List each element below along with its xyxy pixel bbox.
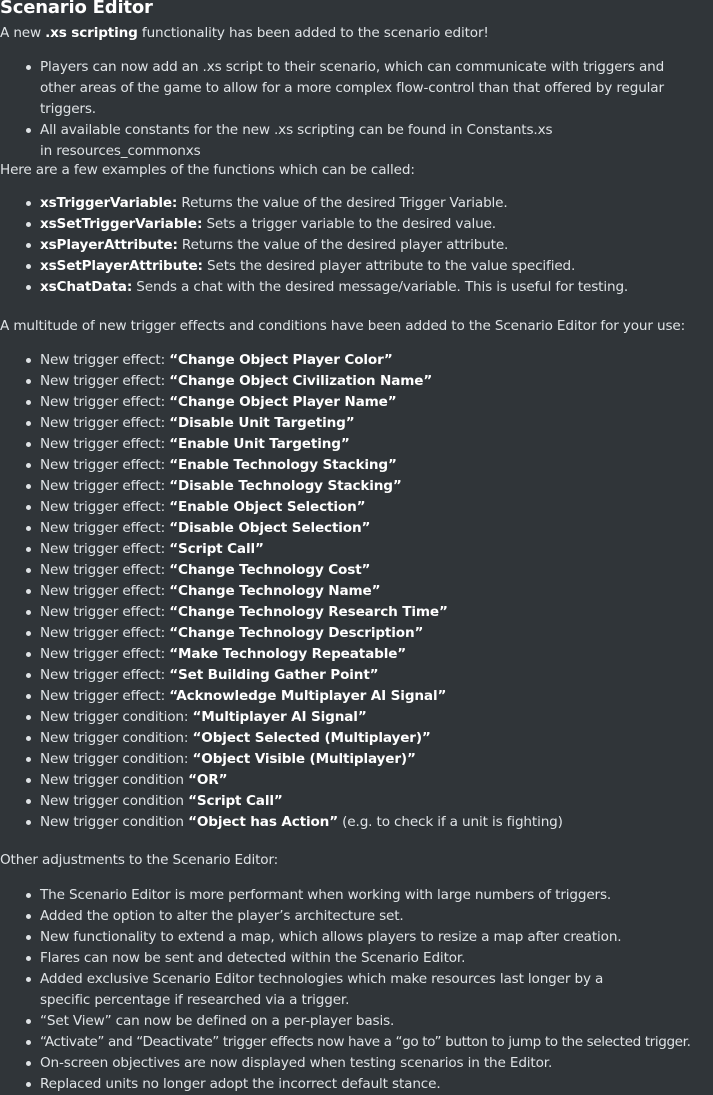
function-name: xsSetTriggerVariable: (40, 216, 203, 232)
list-item (0, 57, 705, 120)
list-item (0, 728, 705, 749)
trigger-name: “Enable Technology Stacking” (169, 457, 397, 473)
triggers-list (0, 350, 705, 833)
trigger-name: “Change Technology Cost” (169, 562, 371, 578)
list-item (0, 214, 705, 235)
trigger-name: “Disable Object Selection” (169, 520, 371, 536)
other-list (0, 885, 705, 1095)
function-desc: Sets the desired player attribute to the value specified. (202, 258, 576, 274)
list-item (0, 1032, 705, 1053)
list-item-text: On-screen objectives are now displayed when testing scenarios in the Editor. (40, 1055, 553, 1071)
list-item-text: “Set View” can now be defined on a per-player basis. (40, 1013, 395, 1029)
trigger-name: “Object Selected (Multiplayer)” (192, 730, 431, 746)
trigger-kind: New trigger effect: (40, 646, 170, 662)
list-item (0, 560, 705, 581)
function-desc: Sets a trigger variable to the desired value. (202, 216, 496, 232)
list-item (0, 497, 705, 518)
list-item (0, 969, 705, 1011)
other-heading: Other adjustments to the Scenario Editor: (0, 852, 279, 868)
list-item (0, 413, 705, 434)
trigger-kind: New trigger effect: (40, 562, 170, 578)
function-desc: Returns the value of the desired player attribute. (177, 237, 509, 253)
trigger-kind: New trigger effect: (40, 352, 170, 368)
list-item (0, 791, 705, 812)
list-item-text: Added the option to alter the player’s architecture set. (40, 908, 404, 924)
trigger-kind: New trigger effect: (40, 373, 170, 389)
list-item (0, 434, 705, 455)
list-item (0, 476, 705, 497)
trigger-name: “Object has Action” (188, 814, 338, 830)
trigger-name: “Set Building Gather Point” (169, 667, 379, 683)
function-desc: Sends a chat with the desired message/variable. This is useful for testing. (132, 279, 629, 295)
function-name: xsChatData: (40, 279, 133, 295)
trigger-kind: New trigger effect: (40, 394, 170, 410)
list-item (0, 256, 705, 277)
list-item (0, 927, 705, 948)
trigger-kind: New trigger effect: (40, 499, 170, 515)
list-item (0, 455, 705, 476)
list-item (0, 193, 705, 214)
list-item (0, 623, 705, 644)
trigger-name: “Script Call” (188, 793, 283, 809)
trigger-name: “Change Technology Research Time” (169, 604, 448, 620)
intro-paragraph (0, 23, 489, 44)
trigger-name: “Change Object Civilization Name” (169, 373, 433, 389)
intro-suffix: functionality has been added to the scenario editor! (137, 25, 489, 41)
list-item (0, 948, 705, 969)
list-item (0, 350, 705, 371)
trigger-name: “Multiplayer AI Signal” (192, 709, 367, 725)
list-item (0, 885, 705, 906)
trigger-kind: New trigger effect: (40, 541, 170, 557)
trigger-name: “Script Call” (169, 541, 264, 557)
intro-list (0, 57, 705, 162)
list-item-text: Replaced units no longer adopt the incorrect default stance. (40, 1076, 441, 1092)
trigger-name: “Acknowledge Multiplayer AI Signal” (169, 688, 447, 704)
trigger-kind: New trigger effect: (40, 667, 170, 683)
list-item (0, 644, 705, 665)
trigger-note: (e.g. to check if a unit is fighting) (337, 814, 563, 830)
list-item-text: “Activate” and “Deactivate” trigger effects now have a “go to” button to jump to the selected trigger. (40, 1034, 691, 1050)
list-item (0, 665, 705, 686)
list-item (0, 707, 705, 728)
list-item (0, 120, 705, 162)
trigger-kind: New trigger condition (40, 814, 189, 830)
trigger-name: “Change Object Player Color” (169, 352, 393, 368)
function-name: xsPlayerAttribute: (40, 237, 178, 253)
trigger-kind: New trigger effect: (40, 436, 170, 452)
list-item (0, 371, 705, 392)
function-desc: Returns the value of the desired Trigger Variable. (177, 195, 508, 211)
trigger-kind: New trigger effect: (40, 478, 170, 494)
list-item (0, 392, 705, 413)
trigger-kind: New trigger condition: (40, 751, 193, 767)
trigger-name: “Object Visible (Multiplayer)” (192, 751, 416, 767)
list-item-text: All available constants for the new .xs scripting can be found in Constants.xs in resources_commonxs (40, 122, 553, 159)
trigger-kind: New trigger condition: (40, 709, 193, 725)
list-item (0, 906, 705, 927)
list-item-text: The Scenario Editor is more performant when working with large numbers of triggers. (40, 887, 612, 903)
trigger-kind: New trigger effect: (40, 604, 170, 620)
list-item (0, 686, 705, 707)
list-item (0, 812, 705, 833)
list-item (0, 518, 705, 539)
trigger-kind: New trigger condition (40, 772, 189, 788)
list-item-text: New functionality to extend a map, which allows players to resize a map after creation. (40, 929, 622, 945)
functions-list (0, 193, 705, 298)
trigger-name: “Change Object Player Name” (169, 394, 397, 410)
trigger-name: “Enable Object Selection” (169, 499, 366, 515)
list-item-text: Added exclusive Scenario Editor technologies which make resources last longer by a specific percentage if researched via a trigger. (40, 971, 604, 1008)
trigger-name: “Disable Technology Stacking” (169, 478, 402, 494)
trigger-name: “OR” (188, 772, 228, 788)
trigger-kind: New trigger condition: (40, 730, 193, 746)
intro-prefix: A new (0, 25, 46, 41)
list-item (0, 581, 705, 602)
list-item (0, 749, 705, 770)
trigger-kind: New trigger condition (40, 793, 189, 809)
list-item (0, 277, 705, 298)
trigger-kind: New trigger effect: (40, 520, 170, 536)
trigger-kind: New trigger effect: (40, 625, 170, 641)
list-item (0, 1074, 705, 1095)
list-item (0, 1011, 705, 1032)
list-item-text: Flares can now be sent and detected within the Scenario Editor. (40, 950, 466, 966)
list-item (0, 770, 705, 791)
trigger-kind: New trigger effect: (40, 688, 170, 704)
triggers-heading: A multitude of new trigger effects and conditions have been added to the Scenario Editor for your use: (0, 318, 686, 334)
trigger-name: “Change Technology Description” (169, 625, 424, 641)
list-item (0, 602, 705, 623)
function-name: xsSetPlayerAttribute: (40, 258, 203, 274)
trigger-name: “Make Technology Repeatable” (169, 646, 407, 662)
function-name: xsTriggerVariable: (40, 195, 178, 211)
intro-highlight: .xs scripting (45, 25, 138, 41)
list-item (0, 1053, 705, 1074)
list-item (0, 235, 705, 256)
trigger-kind: New trigger effect: (40, 415, 170, 431)
trigger-name: “Disable Unit Targeting” (169, 415, 355, 431)
list-item (0, 539, 705, 560)
trigger-name: “Enable Unit Targeting” (169, 436, 350, 452)
list-item-text: Players can now add an .xs script to their scenario, which can communicate with triggers and other areas of the game to allow for a more complex flow-control than that offered by regular triggers. (40, 59, 665, 117)
functions-heading: Here are a few examples of the functions which can be called: (0, 162, 415, 178)
trigger-kind: New trigger effect: (40, 457, 170, 473)
page-title: Scenario Editor (0, 0, 153, 18)
trigger-kind: New trigger effect: (40, 583, 170, 599)
trigger-name: “Change Technology Name” (169, 583, 381, 599)
